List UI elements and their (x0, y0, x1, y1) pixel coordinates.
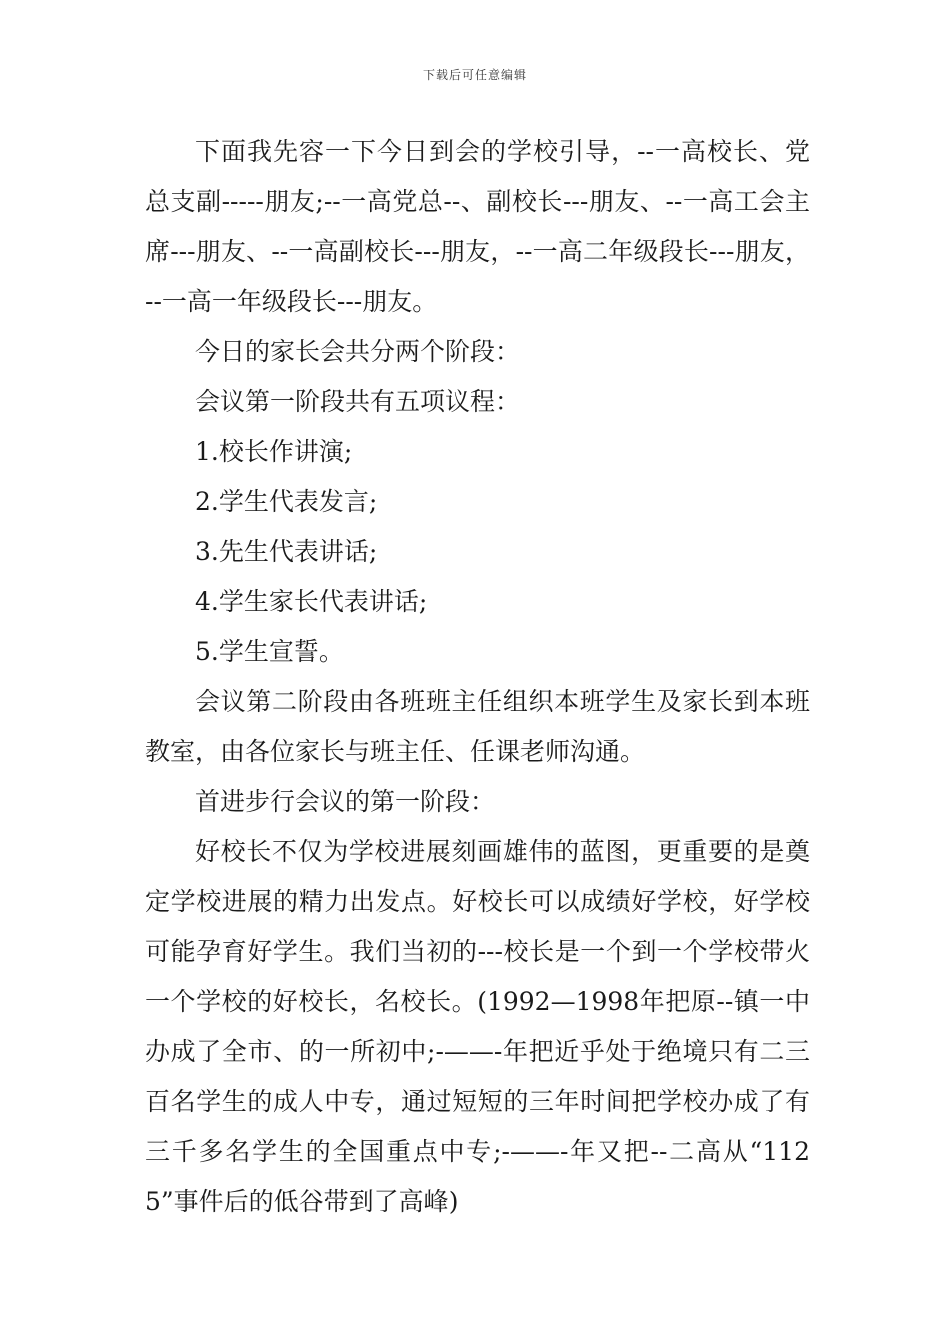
agenda-item: 2.学生代表发言; (195, 487, 378, 516)
paragraph-attendees: 下面我先容一下今日到会的学校引导，--一高校长、党总支副-----朋友;--一高党总--、副校长---朋友、--一高工会主席---朋友、--一高副校长---朋友，--一高二年级段长---朋友，--一高一年级段长---朋友。 (145, 137, 810, 316)
paragraph-begin: 首进步行会议的第一阶段： (195, 787, 496, 816)
agenda-item: 4.学生家长代表讲话; (195, 587, 428, 616)
agenda-item: 3.先生代表讲话; (195, 537, 378, 566)
paragraph-stages-intro: 今日的家长会共分两个阶段： (195, 337, 521, 366)
paragraph-principal: 好校长不仅为学校进展刻画雄伟的蓝图，更重要的是奠定学校进展的精力出发点。好校长可以成绩好学校，好学校可能孕育好学生。我们当初的---校长是一个到一个学校带火一个学校的好校长，名校长。(1992—1998年把原--镇一中办成了全市、的一所初中;-——-年把近乎处于绝境只有二三百名学生的成人中专，通过短短的三年时间把学校办成了有三千多名学生的全国重点中专;-——-年又把--二高从“1125”事件后的低谷带到了高峰) (145, 837, 810, 1216)
header-note: 下载后可任意编辑 (422, 68, 527, 82)
document-body (145, 127, 810, 1227)
agenda-item: 5.学生宣誓。 (195, 637, 344, 666)
agenda-item: 1.校长作讲演; (195, 437, 353, 466)
paragraph-second-stage: 会议第二阶段由各班班主任组织本班学生及家长到本班教室，由各位家长与班主任、任课老师沟通。 (145, 687, 810, 766)
paragraph-agenda-intro: 会议第一阶段共有五项议程： (195, 387, 521, 416)
